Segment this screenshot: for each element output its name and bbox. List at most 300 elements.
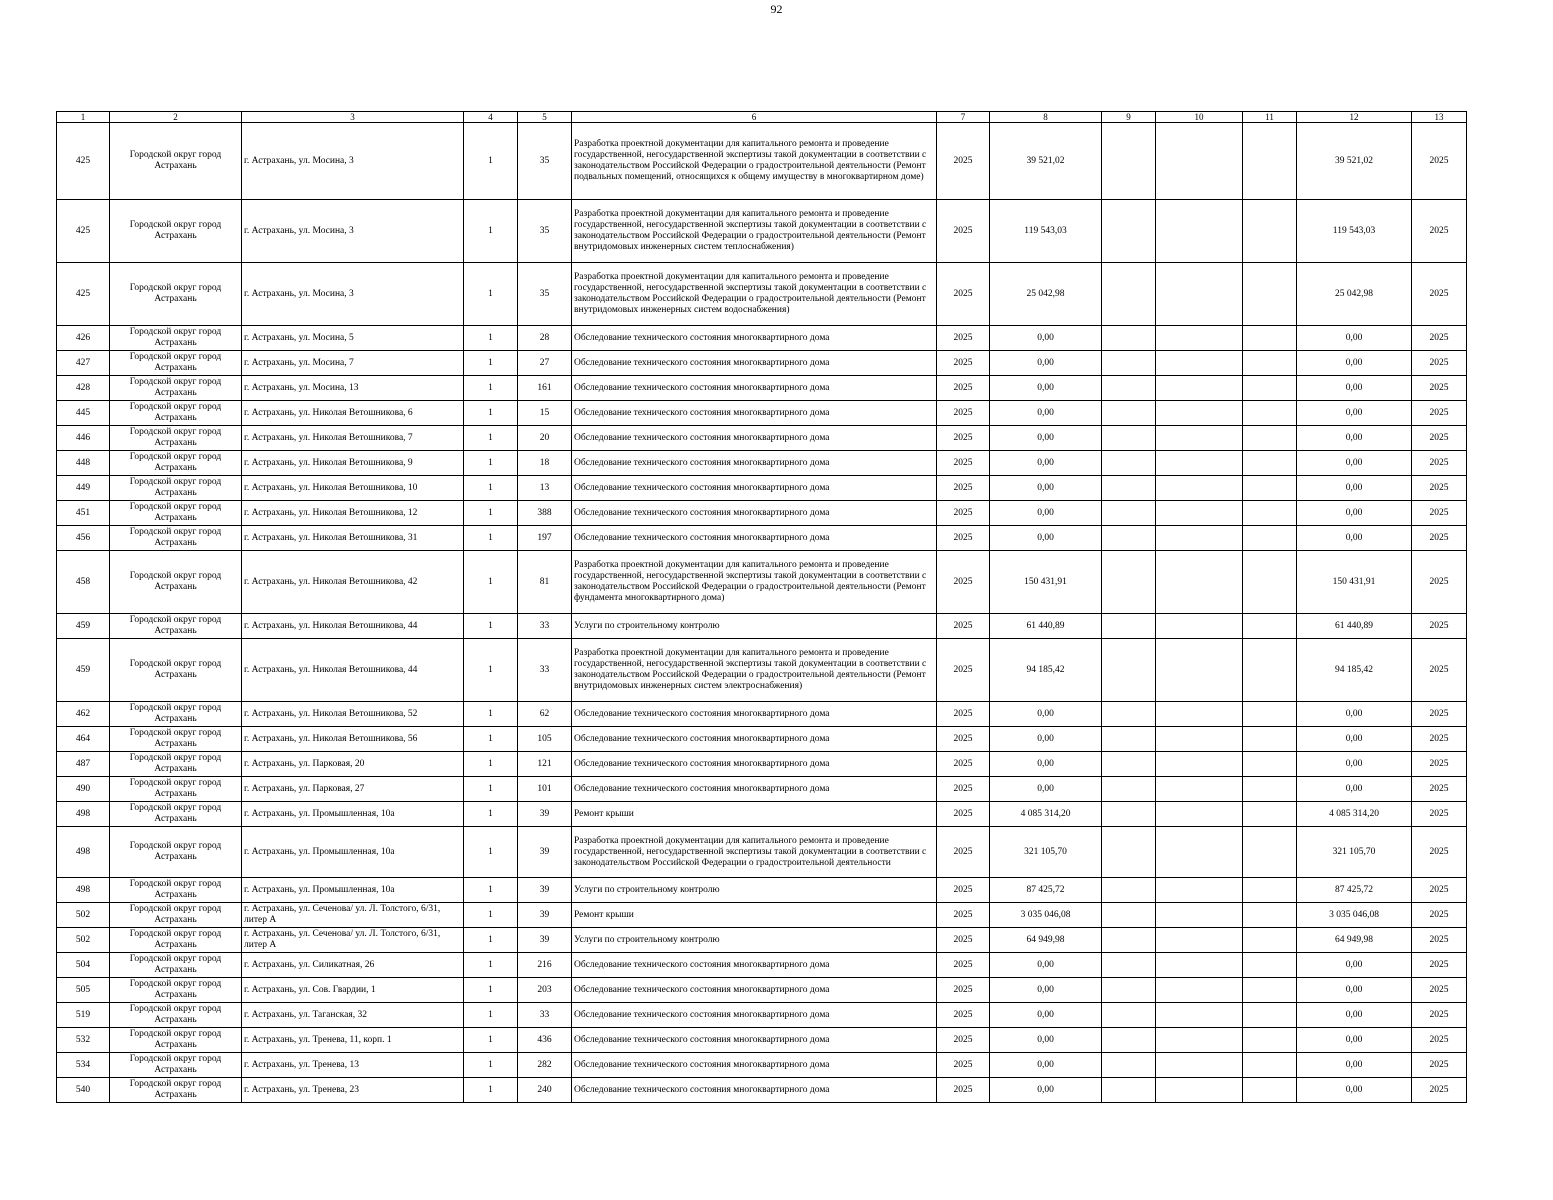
cell-apartments-count: 161 — [518, 376, 572, 401]
cell-start-year: 2025 — [937, 476, 990, 501]
cell-total-cost: 119 543,03 — [990, 200, 1102, 263]
cell-col-11 — [1243, 326, 1297, 351]
cell-building-count: 1 — [464, 802, 518, 827]
cell-fund-amount: 0,00 — [1297, 727, 1412, 752]
cell-building-count: 1 — [464, 903, 518, 928]
cell-col-9 — [1102, 1078, 1156, 1103]
cell-col-9 — [1102, 614, 1156, 639]
cell-municipality: Городской округ город Астрахань — [110, 802, 242, 827]
column-header-11: 11 — [1243, 112, 1297, 123]
cell-work-type: Обследование технического состояния многоквартирного дома — [572, 1028, 937, 1053]
cell-building-count: 1 — [464, 827, 518, 878]
cell-building-count: 1 — [464, 526, 518, 551]
cell-start-year: 2025 — [937, 702, 990, 727]
cell-start-year: 2025 — [937, 401, 990, 426]
cell-col-9 — [1102, 777, 1156, 802]
cell-col-11 — [1243, 551, 1297, 614]
cell-col-10 — [1156, 752, 1243, 777]
cell-row-number: 445 — [57, 401, 110, 426]
cell-building-count: 1 — [464, 326, 518, 351]
cell-col-9 — [1102, 827, 1156, 878]
cell-fund-amount: 39 521,02 — [1297, 123, 1412, 200]
cell-col-11 — [1243, 526, 1297, 551]
cell-municipality: Городской округ город Астрахань — [110, 351, 242, 376]
cell-address: г. Астрахань, ул. Промышленная, 10а — [242, 827, 464, 878]
cell-work-type: Обследование технического состояния многоквартирного дома — [572, 752, 937, 777]
cell-apartments-count: 39 — [518, 827, 572, 878]
cell-col-9 — [1102, 802, 1156, 827]
cell-total-cost: 0,00 — [990, 326, 1102, 351]
cell-address: г. Астрахань, ул. Мосина, 13 — [242, 376, 464, 401]
cell-end-year: 2025 — [1412, 827, 1467, 878]
cell-address: г. Астрахань, ул. Тренева, 13 — [242, 1053, 464, 1078]
cell-start-year: 2025 — [937, 928, 990, 953]
cell-end-year: 2025 — [1412, 526, 1467, 551]
cell-fund-amount: 0,00 — [1297, 501, 1412, 526]
cell-address: г. Астрахань, ул. Мосина, 3 — [242, 263, 464, 326]
cell-municipality: Городской округ город Астрахань — [110, 376, 242, 401]
cell-municipality: Городской округ город Астрахань — [110, 903, 242, 928]
cell-municipality: Городской округ город Астрахань — [110, 614, 242, 639]
cell-end-year: 2025 — [1412, 1053, 1467, 1078]
cell-building-count: 1 — [464, 953, 518, 978]
cell-fund-amount: 0,00 — [1297, 476, 1412, 501]
cell-total-cost: 0,00 — [990, 401, 1102, 426]
cell-col-11 — [1243, 777, 1297, 802]
cell-work-type: Разработка проектной документации для капитального ремонта и проведение государственной, негосударственной экспертизы такой документации в соответствии с законодательством Российской Федерации о градостроительной деятельности — [572, 827, 937, 878]
cell-work-type: Обследование технического состояния многоквартирного дома — [572, 426, 937, 451]
cell-apartments-count: 39 — [518, 903, 572, 928]
table-row — [57, 639, 1467, 702]
cell-col-10 — [1156, 426, 1243, 451]
cell-total-cost: 0,00 — [990, 476, 1102, 501]
cell-end-year: 2025 — [1412, 263, 1467, 326]
cell-fund-amount: 0,00 — [1297, 326, 1412, 351]
cell-apartments-count: 28 — [518, 326, 572, 351]
cell-municipality: Городской округ город Астрахань — [110, 827, 242, 878]
cell-col-11 — [1243, 702, 1297, 727]
cell-municipality: Городской округ город Астрахань — [110, 928, 242, 953]
cell-col-9 — [1102, 426, 1156, 451]
cell-end-year: 2025 — [1412, 614, 1467, 639]
cell-start-year: 2025 — [937, 1078, 990, 1103]
cell-row-number: 540 — [57, 1078, 110, 1103]
cell-end-year: 2025 — [1412, 426, 1467, 451]
cell-col-11 — [1243, 501, 1297, 526]
table-row — [57, 777, 1467, 802]
cell-address: г. Астрахань, ул. Николая Ветошникова, 56 — [242, 727, 464, 752]
cell-end-year: 2025 — [1412, 928, 1467, 953]
table-row — [57, 978, 1467, 1003]
cell-fund-amount: 0,00 — [1297, 401, 1412, 426]
cell-row-number: 534 — [57, 1053, 110, 1078]
cell-end-year: 2025 — [1412, 978, 1467, 1003]
cell-building-count: 1 — [464, 777, 518, 802]
cell-municipality: Городской округ город Астрахань — [110, 451, 242, 476]
cell-fund-amount: 0,00 — [1297, 1028, 1412, 1053]
table-row — [57, 426, 1467, 451]
cell-work-type: Услуги по строительному контролю — [572, 614, 937, 639]
cell-fund-amount: 0,00 — [1297, 426, 1412, 451]
cell-fund-amount: 119 543,03 — [1297, 200, 1412, 263]
cell-work-type: Обследование технического состояния многоквартирного дома — [572, 777, 937, 802]
cell-address: г. Астрахань, ул. Таганская, 32 — [242, 1003, 464, 1028]
cell-col-11 — [1243, 351, 1297, 376]
cell-total-cost: 0,00 — [990, 1028, 1102, 1053]
cell-apartments-count: 388 — [518, 501, 572, 526]
cell-col-10 — [1156, 451, 1243, 476]
cell-row-number: 425 — [57, 123, 110, 200]
cell-col-10 — [1156, 326, 1243, 351]
cell-municipality: Городской округ город Астрахань — [110, 476, 242, 501]
cell-start-year: 2025 — [937, 639, 990, 702]
cell-apartments-count: 33 — [518, 614, 572, 639]
cell-col-9 — [1102, 752, 1156, 777]
cell-start-year: 2025 — [937, 326, 990, 351]
cell-col-10 — [1156, 200, 1243, 263]
cell-row-number: 448 — [57, 451, 110, 476]
cell-work-type: Обследование технического состояния многоквартирного дома — [572, 1078, 937, 1103]
cell-work-type: Обследование технического состояния многоквартирного дома — [572, 978, 937, 1003]
cell-start-year: 2025 — [937, 802, 990, 827]
cell-col-10 — [1156, 827, 1243, 878]
cell-row-number: 532 — [57, 1028, 110, 1053]
cell-fund-amount: 87 425,72 — [1297, 878, 1412, 903]
cell-col-10 — [1156, 501, 1243, 526]
cell-col-10 — [1156, 802, 1243, 827]
cell-col-11 — [1243, 727, 1297, 752]
cell-total-cost: 0,00 — [990, 978, 1102, 1003]
cell-fund-amount: 94 185,42 — [1297, 639, 1412, 702]
cell-total-cost: 321 105,70 — [990, 827, 1102, 878]
cell-col-10 — [1156, 702, 1243, 727]
cell-municipality: Городской округ город Астрахань — [110, 978, 242, 1003]
table-row — [57, 953, 1467, 978]
cell-address: г. Астрахань, ул. Николая Ветошникова, 9 — [242, 451, 464, 476]
table-row — [57, 351, 1467, 376]
cell-fund-amount: 0,00 — [1297, 526, 1412, 551]
cell-end-year: 2025 — [1412, 1028, 1467, 1053]
cell-end-year: 2025 — [1412, 376, 1467, 401]
cell-municipality: Городской округ город Астрахань — [110, 953, 242, 978]
cell-building-count: 1 — [464, 551, 518, 614]
cell-work-type: Обследование технического состояния многоквартирного дома — [572, 953, 937, 978]
cell-building-count: 1 — [464, 351, 518, 376]
cell-start-year: 2025 — [937, 953, 990, 978]
cell-building-count: 1 — [464, 263, 518, 326]
cell-col-10 — [1156, 928, 1243, 953]
cell-fund-amount: 4 085 314,20 — [1297, 802, 1412, 827]
cell-apartments-count: 436 — [518, 1028, 572, 1053]
cell-col-11 — [1243, 476, 1297, 501]
table-row — [57, 614, 1467, 639]
cell-apartments-count: 35 — [518, 200, 572, 263]
cell-apartments-count: 282 — [518, 1053, 572, 1078]
cell-apartments-count: 13 — [518, 476, 572, 501]
cell-address: г. Астрахань, ул. Николая Ветошникова, 44 — [242, 639, 464, 702]
cell-fund-amount: 3 035 046,08 — [1297, 903, 1412, 928]
cell-fund-amount: 0,00 — [1297, 1078, 1412, 1103]
cell-start-year: 2025 — [937, 614, 990, 639]
cell-apartments-count: 27 — [518, 351, 572, 376]
cell-building-count: 1 — [464, 928, 518, 953]
cell-fund-amount: 64 949,98 — [1297, 928, 1412, 953]
cell-col-11 — [1243, 376, 1297, 401]
cell-address: г. Астрахань, ул. Сеченова/ ул. Л. Толстого, 6/31, литер А — [242, 928, 464, 953]
cell-row-number: 464 — [57, 727, 110, 752]
cell-building-count: 1 — [464, 639, 518, 702]
cell-work-type: Услуги по строительному контролю — [572, 928, 937, 953]
cell-address: г. Астрахань, ул. Сеченова/ ул. Л. Толстого, 6/31, литер А — [242, 903, 464, 928]
cell-row-number: 462 — [57, 702, 110, 727]
cell-work-type: Обследование технического состояния многоквартирного дома — [572, 702, 937, 727]
cell-municipality: Городской округ город Астрахань — [110, 878, 242, 903]
cell-end-year: 2025 — [1412, 752, 1467, 777]
cell-end-year: 2025 — [1412, 702, 1467, 727]
cell-address: г. Астрахань, ул. Мосина, 3 — [242, 200, 464, 263]
cell-work-type: Обследование технического состояния многоквартирного дома — [572, 476, 937, 501]
cell-building-count: 1 — [464, 426, 518, 451]
cell-row-number: 505 — [57, 978, 110, 1003]
table-row — [57, 827, 1467, 878]
cell-fund-amount: 0,00 — [1297, 1003, 1412, 1028]
cell-col-10 — [1156, 777, 1243, 802]
cell-apartments-count: 81 — [518, 551, 572, 614]
cell-apartments-count: 101 — [518, 777, 572, 802]
cell-row-number: 504 — [57, 953, 110, 978]
cell-end-year: 2025 — [1412, 903, 1467, 928]
cell-total-cost: 87 425,72 — [990, 878, 1102, 903]
table-row — [57, 1028, 1467, 1053]
cell-total-cost: 0,00 — [990, 501, 1102, 526]
cell-municipality: Городской округ город Астрахань — [110, 551, 242, 614]
column-header-5: 5 — [518, 112, 572, 123]
cell-apartments-count: 20 — [518, 426, 572, 451]
cell-row-number: 498 — [57, 827, 110, 878]
cell-start-year: 2025 — [937, 451, 990, 476]
cell-row-number: 519 — [57, 1003, 110, 1028]
cell-col-11 — [1243, 401, 1297, 426]
cell-col-10 — [1156, 526, 1243, 551]
cell-work-type: Разработка проектной документации для капитального ремонта и проведение государственной, негосударственной экспертизы такой документации в соответствии с законодательством Российской Федерации о градостроительной деятельности (Ремонт внутридомовых инженерных систем водоснабжения) — [572, 263, 937, 326]
cell-building-count: 1 — [464, 878, 518, 903]
column-header-10: 10 — [1156, 112, 1243, 123]
cell-end-year: 2025 — [1412, 501, 1467, 526]
cell-address: г. Астрахань, ул. Тренева, 23 — [242, 1078, 464, 1103]
cell-start-year: 2025 — [937, 727, 990, 752]
cell-col-11 — [1243, 928, 1297, 953]
cell-fund-amount: 0,00 — [1297, 953, 1412, 978]
cell-col-10 — [1156, 551, 1243, 614]
cell-apartments-count: 121 — [518, 752, 572, 777]
cell-col-10 — [1156, 727, 1243, 752]
cell-col-11 — [1243, 1078, 1297, 1103]
cell-address: г. Астрахань, ул. Николая Ветошникова, 7 — [242, 426, 464, 451]
cell-end-year: 2025 — [1412, 401, 1467, 426]
cell-apartments-count: 35 — [518, 263, 572, 326]
table-row — [57, 451, 1467, 476]
cell-col-10 — [1156, 401, 1243, 426]
cell-col-10 — [1156, 263, 1243, 326]
cell-fund-amount: 0,00 — [1297, 752, 1412, 777]
cell-fund-amount: 150 431,91 — [1297, 551, 1412, 614]
column-header-9: 9 — [1102, 112, 1156, 123]
table-row — [57, 752, 1467, 777]
cell-end-year: 2025 — [1412, 878, 1467, 903]
cell-apartments-count: 18 — [518, 451, 572, 476]
cell-fund-amount: 25 042,98 — [1297, 263, 1412, 326]
cell-col-11 — [1243, 752, 1297, 777]
column-header-3: 3 — [242, 112, 464, 123]
cell-building-count: 1 — [464, 501, 518, 526]
cell-municipality: Городской округ город Астрахань — [110, 1003, 242, 1028]
cell-fund-amount: 321 105,70 — [1297, 827, 1412, 878]
cell-end-year: 2025 — [1412, 326, 1467, 351]
cell-col-11 — [1243, 802, 1297, 827]
cell-col-9 — [1102, 1053, 1156, 1078]
cell-col-11 — [1243, 426, 1297, 451]
cell-end-year: 2025 — [1412, 777, 1467, 802]
cell-municipality: Городской округ город Астрахань — [110, 639, 242, 702]
cell-start-year: 2025 — [937, 978, 990, 1003]
cell-work-type: Разработка проектной документации для капитального ремонта и проведение государственной, негосударственной экспертизы такой документации в соответствии с законодательством Российской Федерации о градостроительной деятельности (Ремонт подвальных помещений, относящихся к общему имуществу в многоквартирном доме) — [572, 123, 937, 200]
cell-fund-amount: 0,00 — [1297, 451, 1412, 476]
cell-row-number: 459 — [57, 639, 110, 702]
cell-apartments-count: 39 — [518, 802, 572, 827]
cell-address: г. Астрахань, ул. Сов. Гвардии, 1 — [242, 978, 464, 1003]
cell-start-year: 2025 — [937, 903, 990, 928]
cell-col-10 — [1156, 123, 1243, 200]
cell-col-9 — [1102, 551, 1156, 614]
cell-municipality: Городской округ город Астрахань — [110, 526, 242, 551]
cell-building-count: 1 — [464, 978, 518, 1003]
cell-start-year: 2025 — [937, 1028, 990, 1053]
cell-building-count: 1 — [464, 376, 518, 401]
cell-building-count: 1 — [464, 200, 518, 263]
cell-municipality: Городской округ город Астрахань — [110, 200, 242, 263]
table-row — [57, 1053, 1467, 1078]
cell-address: г. Астрахань, ул. Силикатная, 26 — [242, 953, 464, 978]
cell-end-year: 2025 — [1412, 802, 1467, 827]
cell-col-11 — [1243, 451, 1297, 476]
cell-work-type: Ремонт крыши — [572, 903, 937, 928]
cell-end-year: 2025 — [1412, 551, 1467, 614]
cell-municipality: Городской округ город Астрахань — [110, 727, 242, 752]
table-row — [57, 702, 1467, 727]
table-row — [57, 376, 1467, 401]
cell-work-type: Обследование технического состояния многоквартирного дома — [572, 351, 937, 376]
cell-col-9 — [1102, 878, 1156, 903]
cell-col-11 — [1243, 639, 1297, 702]
cell-address: г. Астрахань, ул. Николая Ветошникова, 6 — [242, 401, 464, 426]
cell-row-number: 490 — [57, 777, 110, 802]
cell-row-number: 502 — [57, 928, 110, 953]
cell-fund-amount: 0,00 — [1297, 376, 1412, 401]
cell-municipality: Городской округ город Астрахань — [110, 777, 242, 802]
cell-building-count: 1 — [464, 1053, 518, 1078]
cell-total-cost: 0,00 — [990, 1053, 1102, 1078]
cell-row-number: 498 — [57, 802, 110, 827]
column-header-7: 7 — [937, 112, 990, 123]
cell-municipality: Городской округ город Астрахань — [110, 401, 242, 426]
cell-apartments-count: 216 — [518, 953, 572, 978]
cell-total-cost: 0,00 — [990, 702, 1102, 727]
cell-col-9 — [1102, 123, 1156, 200]
cell-col-11 — [1243, 1028, 1297, 1053]
cell-fund-amount: 0,00 — [1297, 1053, 1412, 1078]
cell-col-9 — [1102, 263, 1156, 326]
cell-fund-amount: 0,00 — [1297, 978, 1412, 1003]
table-row — [57, 928, 1467, 953]
cell-total-cost: 0,00 — [990, 752, 1102, 777]
cell-total-cost: 0,00 — [990, 376, 1102, 401]
cell-col-9 — [1102, 200, 1156, 263]
cell-col-9 — [1102, 639, 1156, 702]
table-row — [57, 123, 1467, 200]
table-row — [57, 903, 1467, 928]
table-row — [57, 501, 1467, 526]
cell-total-cost: 39 521,02 — [990, 123, 1102, 200]
table-row — [57, 878, 1467, 903]
cell-work-type: Обследование технического состояния многоквартирного дома — [572, 401, 937, 426]
column-header-4: 4 — [464, 112, 518, 123]
cell-start-year: 2025 — [937, 123, 990, 200]
cell-apartments-count: 197 — [518, 526, 572, 551]
cell-col-10 — [1156, 1053, 1243, 1078]
cell-total-cost: 150 431,91 — [990, 551, 1102, 614]
cell-apartments-count: 35 — [518, 123, 572, 200]
cell-col-10 — [1156, 1003, 1243, 1028]
cell-end-year: 2025 — [1412, 953, 1467, 978]
cell-work-type: Обследование технического состояния многоквартирного дома — [572, 451, 937, 476]
cell-row-number: 456 — [57, 526, 110, 551]
table-row — [57, 1003, 1467, 1028]
cell-row-number: 425 — [57, 263, 110, 326]
cell-col-11 — [1243, 1003, 1297, 1028]
cell-col-10 — [1156, 639, 1243, 702]
cell-end-year: 2025 — [1412, 1078, 1467, 1103]
table-row — [57, 1078, 1467, 1103]
cell-apartments-count: 203 — [518, 978, 572, 1003]
table-row — [57, 200, 1467, 263]
cell-row-number: 498 — [57, 878, 110, 903]
cell-total-cost: 4 085 314,20 — [990, 802, 1102, 827]
cell-building-count: 1 — [464, 451, 518, 476]
cell-col-9 — [1102, 401, 1156, 426]
cell-col-11 — [1243, 263, 1297, 326]
cell-municipality: Городской округ город Астрахань — [110, 1028, 242, 1053]
table-row — [57, 727, 1467, 752]
cell-work-type: Разработка проектной документации для капитального ремонта и проведение государственной, негосударственной экспертизы такой документации в соответствии с законодательством Российской Федерации о градостроительной деятельности (Ремонт внутридомовых инженерных систем теплоснабжения) — [572, 200, 937, 263]
cell-municipality: Городской округ город Астрахань — [110, 702, 242, 727]
table-row — [57, 476, 1467, 501]
cell-work-type: Обследование технического состояния многоквартирного дома — [572, 326, 937, 351]
cell-work-type: Обследование технического состояния многоквартирного дома — [572, 376, 937, 401]
cell-fund-amount: 0,00 — [1297, 777, 1412, 802]
cell-work-type: Разработка проектной документации для капитального ремонта и проведение государственной, негосударственной экспертизы такой документации в соответствии с законодательством Российской Федерации о градостроительной деятельности (Ремонт фундамента многоквартирного дома) — [572, 551, 937, 614]
cell-building-count: 1 — [464, 1003, 518, 1028]
cell-col-9 — [1102, 1028, 1156, 1053]
cell-work-type: Услуги по строительному контролю — [572, 878, 937, 903]
cell-apartments-count: 240 — [518, 1078, 572, 1103]
cell-row-number: 449 — [57, 476, 110, 501]
cell-col-10 — [1156, 376, 1243, 401]
cell-col-11 — [1243, 827, 1297, 878]
column-number-row — [57, 112, 1467, 123]
cell-address: г. Астрахань, ул. Промышленная, 10а — [242, 878, 464, 903]
cell-total-cost: 0,00 — [990, 953, 1102, 978]
cell-start-year: 2025 — [937, 752, 990, 777]
